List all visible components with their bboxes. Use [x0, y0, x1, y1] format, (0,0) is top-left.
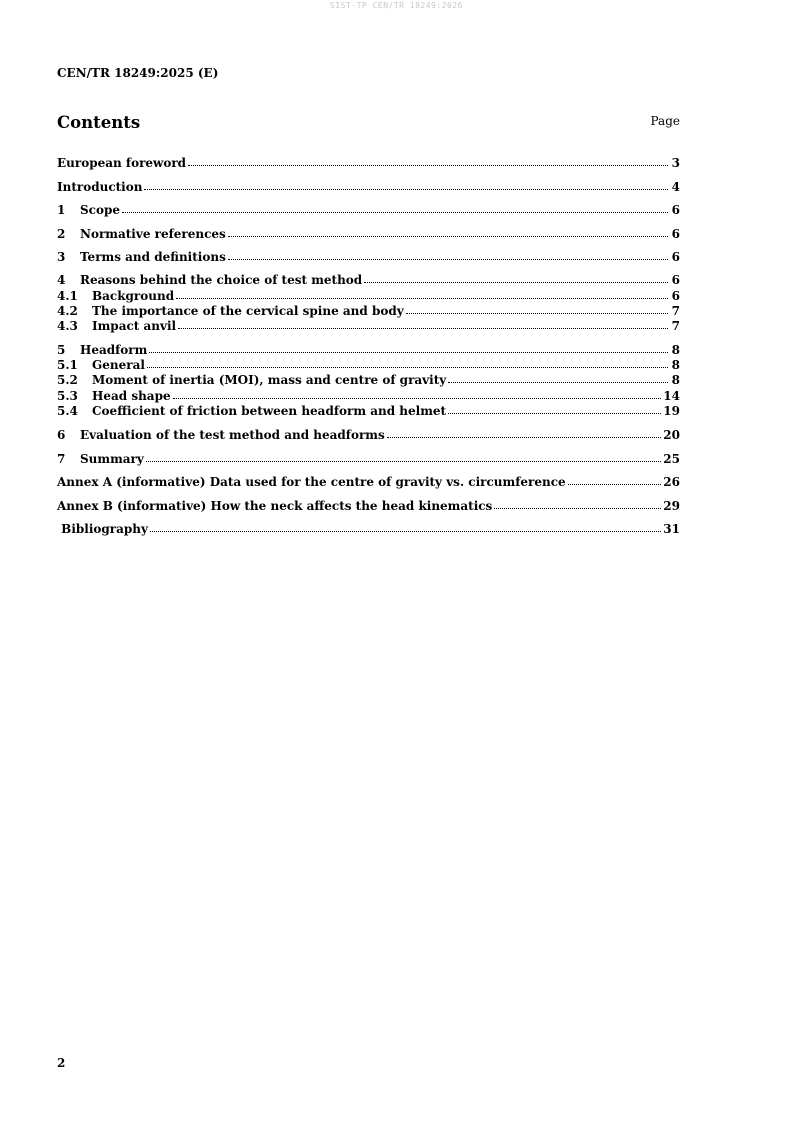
toc-entry-title: Annex B (informative) How the neck affects the head kinematics	[57, 499, 493, 513]
toc-entry-number: 1	[57, 203, 66, 217]
toc-entry-title: Introduction	[57, 180, 143, 194]
toc-leader-dots	[146, 452, 661, 462]
toc-leader-dots	[173, 389, 662, 399]
toc-leader-dots	[568, 475, 662, 485]
toc-leader-dots	[228, 227, 668, 237]
toc-entry-page: 31	[663, 522, 680, 536]
toc-entry-page: 6	[671, 273, 680, 287]
toc-leader-dots	[387, 428, 662, 438]
toc-leader-dots	[144, 180, 668, 190]
toc-entry-number: 4.1	[57, 289, 78, 303]
toc-entry[interactable]	[57, 289, 680, 303]
toc-entry[interactable]	[57, 250, 680, 264]
toc-leader-dots	[448, 404, 661, 414]
toc-entry-page: 8	[671, 343, 680, 357]
toc-leader-dots	[448, 373, 668, 383]
toc-entry-title: Coefficient of friction between headform and helmet	[92, 404, 447, 418]
toc-entry-title: Scope	[80, 203, 121, 217]
toc-entry[interactable]	[57, 404, 680, 418]
toc-entry-number: 4	[57, 273, 66, 287]
toc-entry-title: Summary	[80, 452, 144, 466]
toc-entry[interactable]	[57, 452, 680, 466]
toc-entry-page: 26	[663, 475, 680, 489]
toc-entry-title: The importance of the cervical spine and body	[92, 304, 404, 318]
toc-entry-title: European foreword	[57, 156, 187, 170]
toc-entry[interactable]	[57, 203, 680, 217]
toc-leader-dots	[150, 522, 661, 532]
toc-entry-page: 6	[671, 227, 680, 241]
toc-leader-dots	[122, 203, 668, 213]
toc-entry[interactable]	[57, 319, 680, 333]
toc-entry-number: 5.1	[57, 358, 78, 372]
toc-entry[interactable]	[57, 156, 680, 170]
toc-entry-number: 5.4	[57, 404, 78, 418]
toc-entry-page: 14	[663, 389, 680, 403]
toc-leader-dots	[176, 289, 668, 299]
toc-entry-number: 7	[57, 452, 66, 466]
toc-entry[interactable]	[57, 273, 680, 287]
toc-entry-number: 5.2	[57, 373, 78, 387]
toc-entry-page: 4	[671, 180, 680, 194]
toc-entry-number: 3	[57, 250, 66, 264]
toc-entry-title: Terms and definitions	[80, 250, 226, 264]
toc-entry[interactable]	[57, 343, 680, 357]
page-number: 2	[57, 1056, 66, 1070]
toc-entry-title: Reasons behind the choice of test method	[80, 273, 363, 287]
toc-entry-title: Moment of inertia (MOI), mass and centre of gravity	[92, 373, 447, 387]
toc-leader-dots	[149, 343, 668, 353]
page-column-label: Page	[650, 114, 680, 128]
toc-entry-page: 19	[663, 404, 680, 418]
toc-entry[interactable]	[57, 428, 680, 442]
toc-entry-title: General	[92, 358, 145, 372]
toc-entry-page: 6	[671, 289, 680, 303]
toc-entry-page: 25	[663, 452, 680, 466]
toc-entry-title: Bibliography	[57, 522, 148, 536]
toc-entry-title: Evaluation of the test method and headforms	[80, 428, 385, 442]
toc-leader-dots	[406, 304, 668, 314]
toc-leader-dots	[188, 156, 668, 166]
toc-entry-title: Head shape	[92, 389, 171, 403]
toc-entry-title: Headform	[80, 343, 148, 357]
toc-entry[interactable]	[57, 358, 680, 372]
toc-leader-dots	[228, 250, 668, 260]
toc-entry-page: 8	[671, 358, 680, 372]
toc-entry[interactable]	[57, 373, 680, 387]
toc-leader-dots	[147, 358, 668, 368]
toc-entry-number: 5	[57, 343, 66, 357]
toc-entry-page: 8	[671, 373, 680, 387]
toc-entry-number: 4.3	[57, 319, 78, 333]
toc-leader-dots	[364, 273, 668, 283]
toc-entry[interactable]	[57, 180, 680, 194]
toc-entry-title: Normative references	[80, 227, 226, 241]
toc-entry[interactable]	[57, 522, 680, 536]
toc-entry-page: 6	[671, 203, 680, 217]
toc-entry-page: 6	[671, 250, 680, 264]
toc-entry-number: 2	[57, 227, 66, 241]
toc-entry-title: Impact anvil	[92, 319, 177, 333]
watermark: SIST-TP CEN/TR 18249:2026	[330, 1, 463, 10]
toc-entry-page: 20	[663, 428, 680, 442]
toc-entry[interactable]	[57, 475, 680, 489]
toc-entry-page: 7	[671, 319, 680, 333]
contents-heading: Contents	[57, 113, 141, 132]
toc-entry-page: 3	[671, 156, 680, 170]
toc-entry-page: 7	[671, 304, 680, 318]
toc-entry-number: 4.2	[57, 304, 78, 318]
toc-entry[interactable]	[57, 304, 680, 318]
toc-entry[interactable]	[57, 389, 680, 403]
toc-entry-number: 6	[57, 428, 66, 442]
toc-leader-dots	[178, 319, 668, 329]
toc-entry[interactable]	[57, 499, 680, 513]
toc-entry-title: Background	[92, 289, 175, 303]
toc-entry[interactable]	[57, 227, 680, 241]
toc-entry-title: Annex A (informative) Data used for the centre of gravity vs. circumference	[57, 475, 566, 489]
toc-entry-number: 5.3	[57, 389, 78, 403]
document-id: CEN/TR 18249:2025 (E)	[57, 66, 219, 80]
toc-leader-dots	[494, 499, 661, 509]
toc-entry-page: 29	[663, 499, 680, 513]
